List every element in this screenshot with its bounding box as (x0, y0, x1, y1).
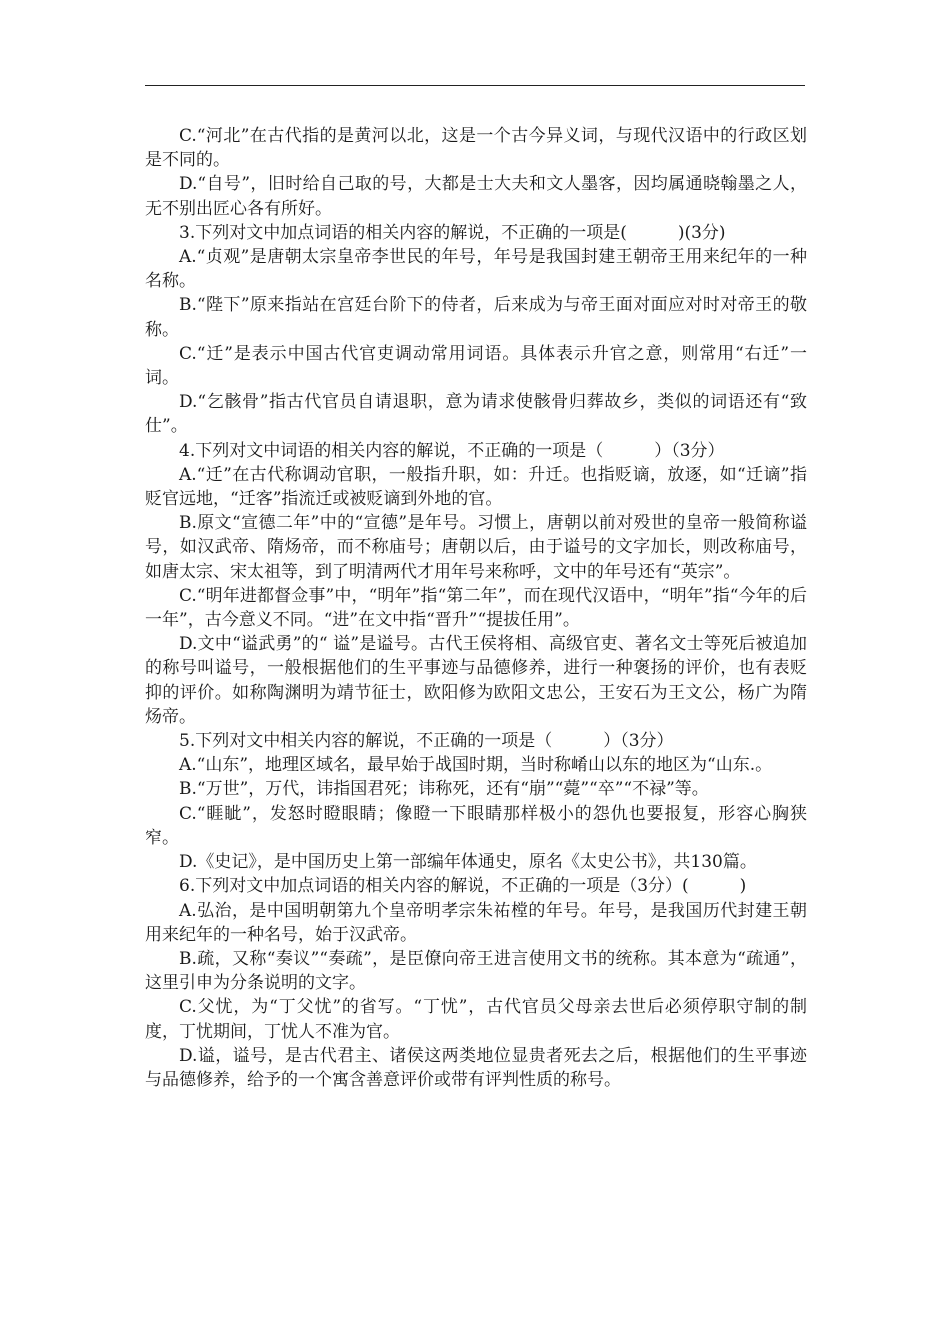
paragraph: A.“迁”在古代称调动官职，一般指升职，如：升迁。也指贬谪，放逐，如“迁谪”指贬官远地，“迁客”指流迁或被贬谪到外地的官。 (145, 464, 807, 510)
paragraph: C.“明年进都督佥事”中，“明年”指“第二年”，而在现代汉语中，“明年”指“今年的后一年”，古今意义不同。“进”在文中指“晋升”“提拔任用”。 (145, 585, 807, 631)
paragraph: D.“自号”，旧时给自己取的号，大都是士大夫和文人墨客，因均属通晓翰墨之人，无不别出匠心各有所好。 (145, 174, 807, 219)
question-6-stem: 6.下列对文中加点词语的相关内容的解说，不正确的一项是（3分）( ) (179, 876, 747, 897)
question-3-stem: 3.下列对文中加点词语的相关内容的解说，不正确的一项是( )(3分) (179, 222, 726, 243)
paragraph: D.谥，谥号，是古代君主、诸侯这两类地位显贵者死去之后，根据他们的生平事迹与品德修养，给予的一个寓含善意评价或带有评判性质的称号。 (145, 1045, 807, 1090)
paragraph: C.“河北”在古代指的是黄河以北，这是一个古今异义词，与现代汉语中的行政区划是不同的。 (145, 126, 807, 171)
paragraph: D.文中“谥武勇”的“ 谥”是谥号。古代王侯将相、高级官吏、著名文士等死后被追加的称号叫谥号，一般根据他们的生平事迹与品德修养，进行一种褒扬的评价，也有表贬抑的评价。如称陶渊明为靖节征士，欧阳修为欧阳文忠公，王安石为王文公，杨广为隋炀帝。 (145, 634, 807, 727)
header-rule (145, 85, 805, 86)
paragraph: A.“山东”，地理区域名，最早始于战国时期，当时称崤山以东的地区为“山东.。 (179, 755, 773, 776)
paragraph: B.原文“宣德二年”中的“宣德”是年号。习惯上，唐朝以前对殁世的皇帝一般简称谥号，如汉武帝、隋炀帝，而不称庙号；唐朝以后，由于谥号的文字加长，则改称庙号，如唐太宗、宋太祖等，到了明清两代才用年号来称呼，文中的年号还有“英宗”。 (145, 513, 807, 582)
question-4-stem: 4.下列对文中词语的相关内容的解说，不正确的一项是（ ）（3分） (179, 440, 725, 461)
paragraph: D.“乞骸骨”指古代官员自请退职，意为请求使骸骨归葬故乡，类似的词语还有“致仕”。 (145, 392, 807, 437)
paragraph: D.《史记》，是中国历史上第一部编年体通史，原名《太史公书》，共130篇。 (179, 852, 757, 873)
paragraph: B.“陛下”原来指站在宫廷台阶下的侍者，后来成为与帝王面对面应对时对帝王的敬称。 (145, 295, 807, 340)
paragraph: B.“万世”，万代，讳指国君死；讳称死，还有“崩”“薨”“卒”“不禄”等。 (179, 779, 709, 800)
paragraph: A.弘治，是中国明朝第九个皇帝明孝宗朱祐樘的年号。年号，是我国历代封建王朝用来纪年的一种名号，始于汉武帝。 (145, 900, 807, 945)
document-body (145, 124, 807, 1092)
paragraph: C.“睚眦”，发怒时瞪眼睛；像瞪一下眼睛那样极小的怨仇也要报复，形容心胸狭窄。 (145, 803, 807, 848)
paragraph: B.疏，又称“奏议”“奏疏”，是臣僚向帝王进言使用文书的统称。其本意为“疏通”，这里引申为分条说明的文字。 (145, 948, 807, 994)
paragraph: C.父忧，为“丁父忧”的省写。“丁忧”，古代官员父母亲去世后必须停职守制的制度，丁忧期间，丁忧人不准为官。 (145, 997, 807, 1042)
paragraph: C.“迁”是表示中国古代官吏调动常用词语。具体表示升官之意，则常用“右迁”一词。 (145, 343, 807, 389)
question-5-stem: 5.下列对文中相关内容的解说，不正确的一项是（ ）（3分） (179, 731, 674, 752)
paragraph: A.“贞观”是唐朝太宗皇帝李世民的年号，年号是我国封建王朝帝王用来纪年的一种名称。 (145, 247, 807, 292)
